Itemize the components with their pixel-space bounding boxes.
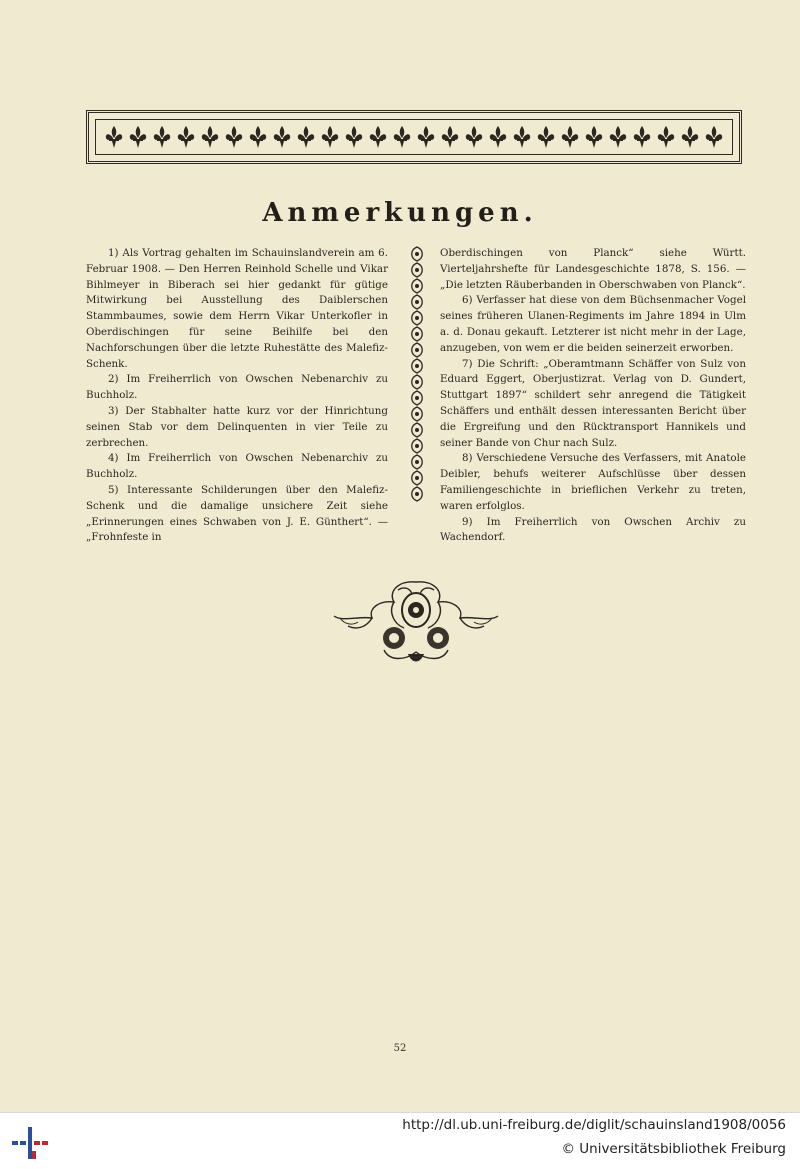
- fleur-de-lis-icon: [104, 124, 124, 150]
- note-paragraph: 1) Als Vortrag gehalten im Schauinslandverein am 6. Februar 1908. — Den Herren Reinhold Schelle und Vikar Bihlmeyer in Biberach sei hier gedankt für gütige Mitwirkung bei Ausstellung des Daiblerschen Stammbaumes, sowie dem Herrn Vikar Unterkofler in Oberdischingen für seine Beihilfe bei den Nachforschungen über die letzte Ruhestätte des Malefiz-Schenk.: [86, 247, 388, 370]
- column-divider-ornament-icon: [406, 246, 428, 502]
- note-paragraph: 3) Der Stabhalter hatte kurz vor der Hinrichtung seinen Stab vor dem Delinquenten in vier Teile zu zerbrechen.: [86, 404, 388, 449]
- fleur-de-lis-icon: [608, 124, 628, 150]
- fleur-de-lis-icon: [560, 124, 580, 150]
- note-paragraph: 2) Im Freiherrlich von Owschen Nebenarchiv zu Buchholz.: [86, 373, 388, 402]
- note-paragraph: Oberdischingen von Planck“ siehe Württ. Vierteljahrshefte für Landesgeschichte 1878, S. 156. — „Die letzten Räuberbanden in Oberschwaben von Planck“.: [440, 247, 746, 291]
- copyright-notice: © Universitätsbibliothek Freiburg: [561, 1141, 786, 1157]
- note-paragraph: 6) Verfasser hat diese von dem Büchsenmacher Vogel seines früheren Ulanen-Regiments im Jahre 1894 in Ulm a. d. Donau gekauft. Letzterer ist nicht mehr in der Lage, anzugeben, von wem er die beiden seinerzeit erworben.: [440, 294, 746, 354]
- notes-left-column: [86, 246, 388, 546]
- fleur-de-lis-icon: [488, 124, 508, 150]
- fleur-de-lis-icon: [128, 124, 148, 150]
- fleur-de-lis-icon: [224, 124, 244, 150]
- ub-freiburg-logo-icon: [8, 1121, 52, 1165]
- note-paragraph: 9) Im Freiherrlich von Owschen Archiv zu Wachendorf.: [440, 515, 746, 544]
- fleur-de-lis-icon: [584, 124, 604, 150]
- fleur-de-lis-icon: [176, 124, 196, 150]
- floral-vignette-icon: [328, 572, 504, 668]
- fleur-de-lis-icon: [368, 124, 388, 150]
- footer-bar: [0, 1112, 800, 1169]
- fleur-de-lis-icon: [536, 124, 556, 150]
- fleur-de-lis-icon: [704, 124, 724, 150]
- fleur-de-lis-icon: [392, 124, 412, 150]
- fleur-de-lis-icon: [416, 124, 436, 150]
- note-paragraph: 7) Die Schrift: „Oberamtmann Schäffer von Sulz von Eduard Eggert, Oberjustizrat. Verlag von D. Gundert, Stuttgart 1897“ schildert sehr anregend die Tätigkeit Schäffers und enthält dessen interessanten Bericht über die Ergreifung und den Rücktransport Hannikels und seiner Bande von Chur nach Sulz.: [440, 357, 746, 449]
- fleur-de-lis-icon: [344, 124, 364, 150]
- fleur-de-lis-row: [95, 119, 733, 155]
- fleur-de-lis-icon: [272, 124, 292, 150]
- fleur-de-lis-icon: [632, 124, 652, 150]
- fleur-de-lis-icon: [320, 124, 340, 150]
- note-paragraph: 4) Im Freiherrlich von Owschen Nebenarchiv zu Buchholz.: [86, 452, 388, 481]
- fleur-de-lis-icon: [248, 124, 268, 150]
- page-title: Anmerkungen.: [262, 198, 538, 228]
- fleur-de-lis-icon: [512, 124, 532, 150]
- fleur-de-lis-icon: [200, 124, 220, 150]
- ornamental-header-band: [86, 110, 742, 164]
- fleur-de-lis-icon: [680, 124, 700, 150]
- notes-right-column: [440, 246, 746, 546]
- page-number: 52: [393, 1043, 407, 1054]
- fleur-de-lis-icon: [464, 124, 484, 150]
- source-url[interactable]: http://dl.ub.uni-freiburg.de/diglit/schauinsland1908/0056: [402, 1117, 786, 1133]
- note-paragraph: 8) Verschiedene Versuche des Verfassers, mit Anatole Deibler, behufs weiterer Aufschlüsse über dessen Familiengeschichte in brieflichen Verkehr zu treten, waren erfolglos.: [440, 452, 746, 512]
- note-paragraph: 5) Interessante Schilderungen über den Malefiz-Schenk und die damalige unsichere Zeit siehe „Erinnerungen eines Schwaben von J. E. Günthert“. — „Frohnfeste in: [86, 483, 388, 544]
- fleur-de-lis-icon: [440, 124, 460, 150]
- fleur-de-lis-icon: [656, 124, 676, 150]
- fleur-de-lis-icon: [152, 124, 172, 150]
- fleur-de-lis-icon: [296, 124, 316, 150]
